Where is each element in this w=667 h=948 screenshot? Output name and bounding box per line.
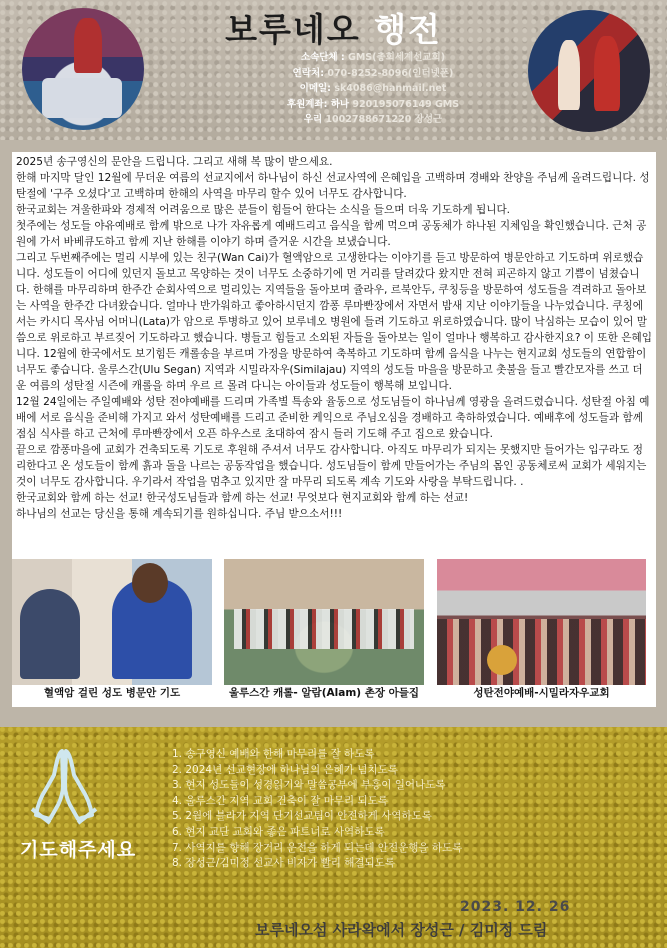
- title-main: 보루네오: [225, 10, 361, 49]
- prayer-item: 6. 현지 교단 교회와 좋은 파트너로 사역하도록: [172, 825, 385, 838]
- letter-paragraph: 하나님의 선교는 당신을 통해 계속되기를 원하십니다. 주님 받으소서!!!: [16, 508, 343, 520]
- header: [0, 0, 667, 140]
- photo-caption: 울루스간 캐롤- 알람(Alam) 촌장 아들집: [228, 687, 420, 699]
- letter-paragraph: 한해 마지막 달인 12월에 무더운 여름의 선교지에서 하나님이 하신 선교사역에 은혜입을 고백하며 경배와 찬양을 주님께 올려드립니다. 성탄절에 '구주 오셨다'고 고백하며 한해의 사역을 마무리 할수 있어 너무도 감사합니다.: [16, 172, 650, 200]
- info-org: 소속단체 : GMS(총회세계선교회): [300, 52, 446, 63]
- info-account-hana: 후원계좌: 하나 920195076149 GMS: [286, 98, 460, 110]
- letter-paragraph: 2025년 송구영신의 문안을 드립니다. 그리고 새해 복 많이 받으세요.: [16, 156, 333, 168]
- letter-paragraph: 한국교회와 함께 하는 선교! 한국성도님들과 함께 하는 선교! 무엇보다 현지교회와 함께 하는 선교!: [16, 492, 469, 504]
- prayer-item: 8. 장성근/김미정 선교사 비자가 빨리 해결되도록: [172, 857, 395, 870]
- letter-paragraph: 12월 24일에는 주일예배와 성탄 전야예배를 드리며 가족별 특송와 율동으로 성도님들이 하나님께 영광을 올려드렸습니다. 성탄절 아침 예배에 서로 음식을 준비해 가지고 와서 성탄예배를 드리고 준비한 케익으로 주님오심을 경배하고 축하하였습니다. 예배후에 성도들과 함께 점심 식사를 하고 근처에 루마빤장에서 오픈 하우스로 초대하여 잠시 들러 기도해 주고 집으로 왔습니다.: [16, 396, 650, 440]
- praying-hands-icon: [28, 745, 100, 825]
- letter-paragraph: 한국교회는 겨울한파와 경제적 어려움으로 많은 분들이 힘들어 한다는 소식을 들으며 더욱 기도하게 됩니다.: [16, 204, 511, 216]
- prayer-item: 1. 송구영신 예배와 한해 마무리를 잘 하도록: [172, 748, 375, 760]
- photo-carol-alam: [224, 559, 424, 685]
- letter-date: 2023. 12. 26: [460, 899, 571, 915]
- info-email: 이메일: sk4086@hanmail.net: [299, 83, 447, 94]
- letter-body: [12, 152, 656, 552]
- prayer-item: 2. 2024년 선교현장에 하나님의 은혜가 넘치도록: [172, 763, 398, 776]
- letter-paragraph: 그리고 두번째주에는 멀리 시부에 있는 친구(Wan Cai)가 혈액암으로 고생한다는 이야기를 듣고 방문하여 병문안하고 기도하며 위로했습니다. 성도들이 어디에 있던지 돌보고 목양하는 것이 너무도 소중하기에 먼 거리를 달려갔다 왔지만 전혀 피곤하지 않고 기쁨이 넘쳤습니다. 한해를 마무리하며 한주간 순회사역으로 멀리있는 지역들을 돌아보며 쥴라우, 르북안두, 쿠칭등을 방문하여 성도들을 격려하고 돌아보는 사역을 한주간 다녀왔습니다. 얼마나 반가워하고 좋아하시던지 깜퐁 루마빤장에서 자면서 밤새 지난 이야기들을 나누었습니다. 쿠칭에서는 카시디 목사님 어머니(Lata)가 암으로 투병하고 있어 보루네오 병원에 들려 기도하고 위로하였습니다. 많이 낙심하는 모습이 있어 말씀으로 위로하고 부르짖어 기도하라고 했습니다. 병들고 힘들고 소외된 자들을 돌아보는 일이 얼마나 행복하고 감사한지요? 이 또한 은혜입니다. 12월에 한국에서도 보기힘든 캐롤송을 부르며 가정을 방문하여 축복하고 기도하며 함께 음식을 나누는 현지교회 성도들의 연합함이 너무도 좋습니다. 울루스간(Ulu Segan) 지역과 시밀라자우(Similajau) 지역의 성도들 마을을 방문하고 촛불을 들고 빨간모자를 쓰고 더운 여름의 성탄절 시즌에 캐롤을 하며 우르 르 몰려 다니는 아이들과 성도들이 행복해 보입니다.: [16, 252, 652, 392]
- photo-hospital-visit: [12, 559, 212, 685]
- photo-caption: 혈액암 걸린 성도 병문안 기도: [43, 687, 181, 699]
- prayer-item: 7. 사역지를 향해 장거리 운전을 하게 되는데 안전운행을 하도록: [172, 841, 463, 854]
- title-accent: 행전: [374, 10, 442, 49]
- prayer-title: 기도해주세요: [20, 839, 137, 861]
- letter-paragraph: 끝으로 깜퐁마을에 교회가 건축되도록 기도로 후원해 주셔서 너무도 감사합니다. 아직도 마무리가 되지는 못했지만 들어가는 입구라도 정리한다고 온 성도들이 함께 흙과 돌을 나르는 공동작업을 했습니다. 성도님들이 함께 만들어가는 주님의 몸인 공동체로써 교회가 세워지는 것이 너무도 감사합니다. 우기라서 작업을 멈추고 있지만 잘 마무리 되도록 계속 기도와 사랑을 부탁드립니다. .: [16, 444, 647, 488]
- ministry-photo-right: [528, 10, 650, 132]
- photo-gallery: [12, 552, 656, 707]
- info-account-woori: 우리 1002788671220 장성근: [303, 114, 443, 125]
- photo-christmas-eve: [437, 559, 646, 685]
- info-phone: 연락처: 070-8252-8096(인터넷폰): [292, 67, 454, 79]
- prayer-item: 4. 울루스간 지역 교회 건축이 잘 마무리 되도록: [172, 794, 388, 807]
- letter-paragraph: 첫주에는 성도들 야유예배로 함께 밖으로 나가 자유롭게 예배드리고 음식을 함께 먹으며 공동체가 하나된 지체임을 확인했습니다. 근처 공원에 가서 바베큐도하고 함께 지난 한해를 이야기 하며 즐거운 시간을 보냈습니다.: [16, 220, 647, 248]
- prayer-item: 5. 2월에 블라가 지역 단기선교팀이 안전하게 사역하도록: [172, 810, 432, 823]
- prayer-list: [172, 747, 462, 872]
- prayer-item: 3. 현지 성도들이 성경읽기와 말씀공부에 부흥이 일어나도록: [172, 779, 446, 792]
- signature: 보루네오섬 사라왁에서 장성근 / 김미정 드림: [255, 921, 548, 939]
- contact-info: [228, 50, 518, 128]
- prayer-section: [0, 727, 667, 948]
- photo-caption: 성탄전야예배-시밀라자우교회: [473, 687, 610, 699]
